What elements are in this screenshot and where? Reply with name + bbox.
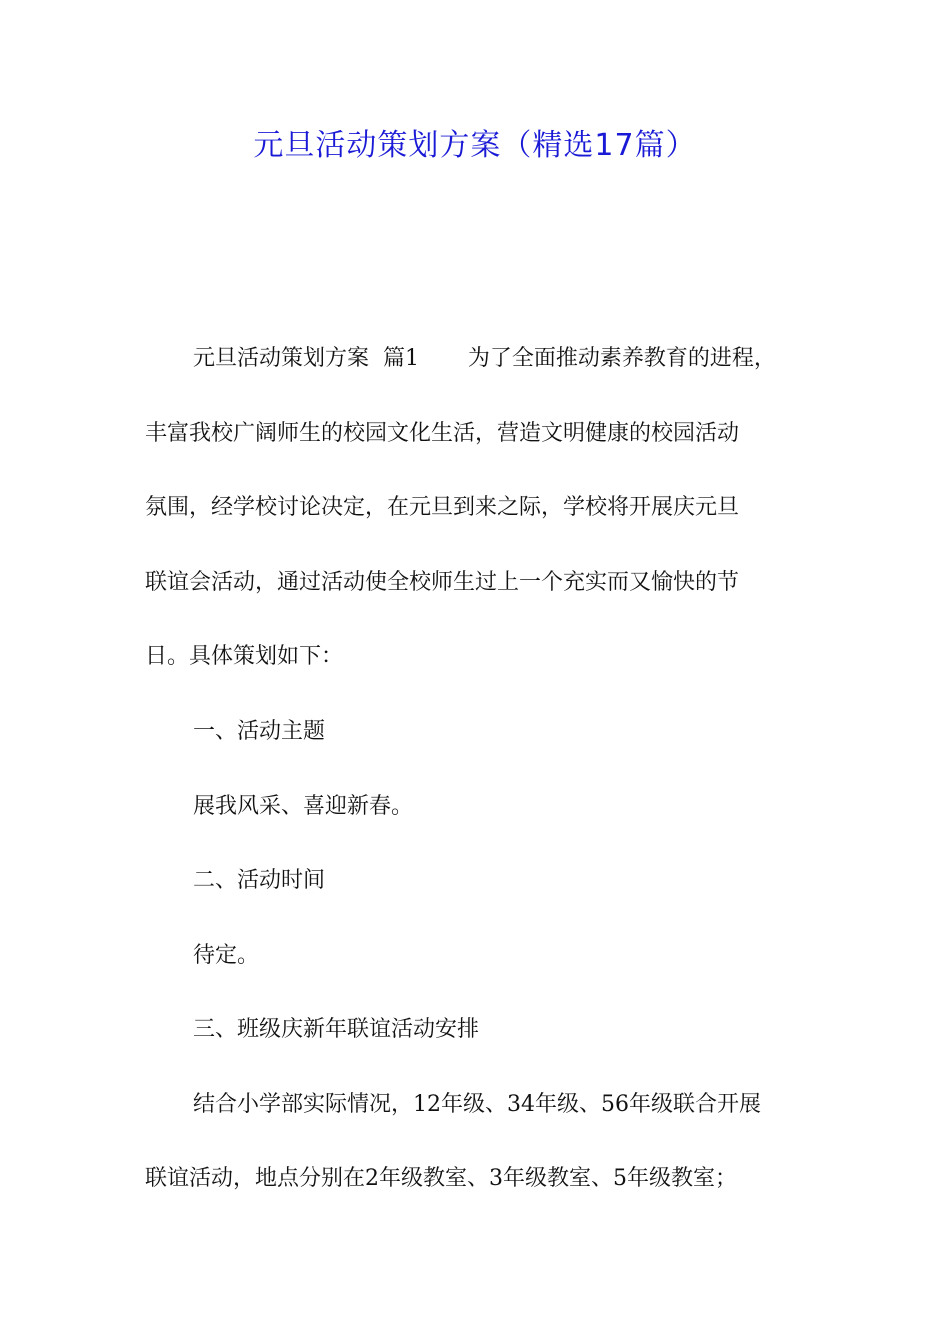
section-list — [145, 695, 815, 1217]
document-title: 元旦活动策划方案（精选17篇） — [253, 128, 697, 163]
section-text-theme: 展我风采、喜迎新春。 — [193, 793, 414, 819]
closing-line: 结合小学部实际情况，12年级、34年级、56年级联合开展 — [193, 1091, 761, 1117]
intro-line: 丰富我校广阔师生的校园文化生活，营造文明健康的校园活动 — [145, 420, 740, 446]
section-text-time: 待定。 — [193, 942, 260, 968]
intro-paragraph — [145, 322, 815, 695]
section-heading-time: 二、活动时间 — [193, 868, 326, 893]
intro-line: 元旦活动策划方案 篇1 为了全面推动素养教育的进程， — [193, 346, 776, 371]
section-heading-arrangement: 三、班级庆新年联谊活动安排 — [193, 1017, 480, 1042]
intro-line: 联谊会活动，通过活动使全校师生过上一个充实而又愉快的节 — [145, 569, 740, 595]
closing-line: 联谊活动，地点分别在2年级教室、3年级教室、5年级教室； — [145, 1166, 737, 1191]
intro-line: 日。具体策划如下： — [145, 644, 344, 669]
intro-line: 氛围，经学校讨论决定，在元旦到来之际，学校将开展庆元旦 — [145, 495, 740, 520]
section-heading-theme: 一、活动主题 — [193, 719, 326, 744]
